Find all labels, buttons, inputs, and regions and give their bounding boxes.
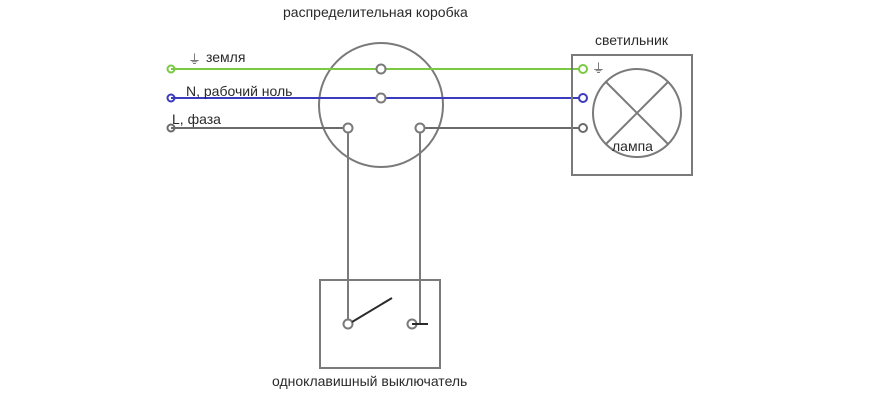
neutral-wire-label: N, рабочий ноль: [186, 83, 293, 99]
terminal-phase-luminaire: [579, 124, 587, 132]
ground-wire-label: земля: [206, 49, 246, 65]
junction-box-shape: [319, 43, 443, 167]
junction-box-label: распределительная коробка: [283, 4, 468, 20]
lamp-label: лампа: [612, 138, 653, 154]
terminal-phase-in-junction: [344, 124, 353, 133]
terminal-neutral-junction: [377, 94, 386, 103]
luminaire-label: светильник: [595, 32, 668, 48]
luminaire-ground-symbol-icon: ⏚: [592, 61, 606, 76]
phase-wire-label: L, фаза: [172, 111, 221, 127]
switch-label: одноклавишный выключатель: [272, 373, 468, 389]
terminal-ground-junction: [377, 65, 386, 74]
ground-symbol-icon: ⏚: [188, 52, 202, 67]
terminal-phase-out-junction: [416, 124, 425, 133]
switch-lever: [352, 298, 392, 322]
terminal-ground-luminaire: [579, 65, 587, 73]
switch-contact-left: [344, 320, 353, 329]
terminal-neutral-luminaire: [579, 94, 587, 102]
